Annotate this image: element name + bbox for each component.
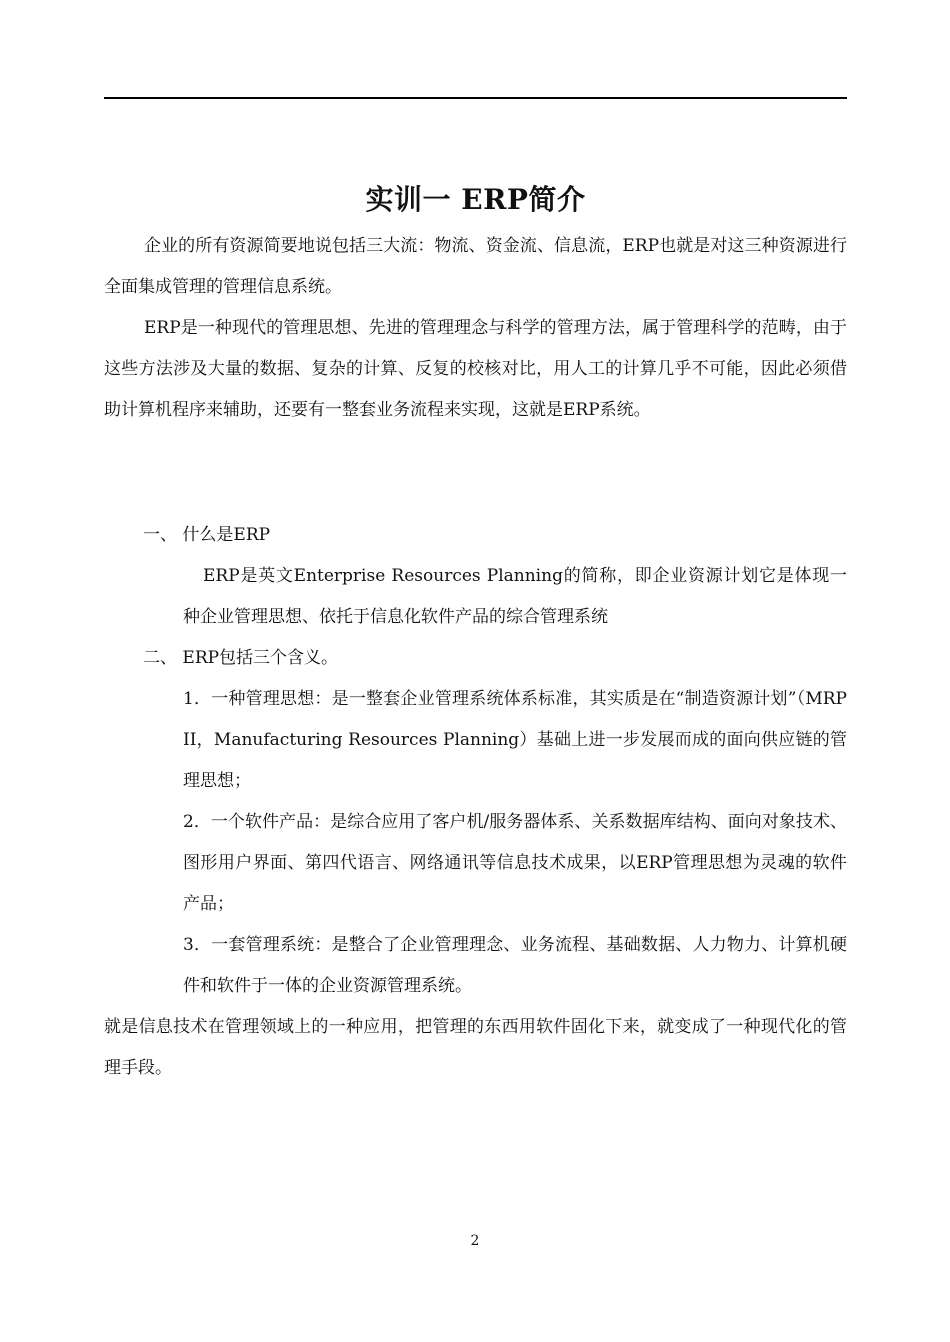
section-2-heading: 二、 ERP包括三个含义。 bbox=[143, 648, 339, 668]
section-2-item-3: 3．一套管理系统：是整合了企业管理理念、业务流程、基础数据、人力物力、计算机硬件和软件于一体的企业资源管理系统。 bbox=[183, 935, 847, 996]
section-1-heading: 一、 什么是ERP bbox=[143, 525, 271, 545]
intro-paragraph-1: 企业的所有资源简要地说包括三大流：物流、资金流、信息流，ERP也就是对这三种资源进行全面集成管理的管理信息系统。 bbox=[104, 236, 847, 297]
page-number: 2 bbox=[470, 1233, 480, 1249]
header-rule bbox=[104, 97, 847, 99]
section-2-item-2: 2．一个软件产品：是综合应用了客户机/服务器体系、关系数据库结构、面向对象技术、图形用户界面、第四代语言、网络通讯等信息技术成果，以ERP管理思想为灵魂的软件产品； bbox=[183, 812, 847, 914]
document-title: 实训一 ERP简介 bbox=[365, 183, 586, 216]
section-2-item-1: 1．一种管理思想：是一整套企业管理系统体系标准，其实质是在“制造资源计划”（MRP II，Manufacturing Resources Planning）基础上进一步发展而成的面向供应链的管理思想； bbox=[183, 689, 847, 791]
intro-paragraph-2: ERP是一种现代的管理思想、先进的管理理念与科学的管理方法，属于管理科学的范畴，由于这些方法涉及大量的数据、复杂的计算、反复的校核对比，用人工的计算几乎不可能，因此必须借助计算机程序来辅助，还要有一整套业务流程来实现，这就是ERP系统。 bbox=[104, 318, 847, 420]
conclusion-paragraph: 就是信息技术在管理领域上的一种应用，把管理的东西用软件固化下来，就变成了一种现代化的管理手段。 bbox=[104, 1017, 847, 1078]
section-1-body: ERP是英文Enterprise Resources Planning的简称，即企业资源计划它是体现一种企业管理思想、依托于信息化软件产品的综合管理系统 bbox=[183, 566, 847, 627]
